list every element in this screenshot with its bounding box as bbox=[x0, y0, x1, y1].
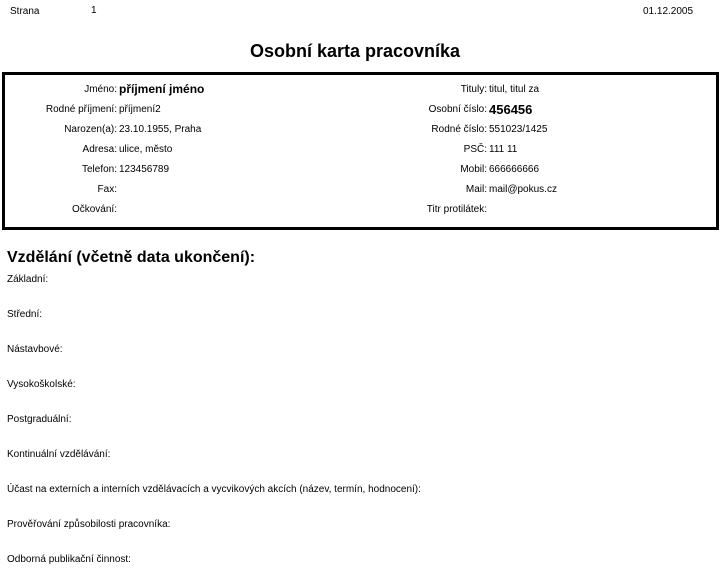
mobile-value: 666666666 bbox=[489, 164, 540, 175]
education-basic: Základní: bbox=[7, 274, 49, 285]
education-training-events: Účast na externích a interních vzdělávacích a vycvikových akcích (název, termín, hodnocení): bbox=[7, 484, 421, 495]
postal-code-value: 111 11 bbox=[489, 144, 518, 155]
born-label: Narozen(a): bbox=[64, 124, 117, 135]
address-value: ulice, město bbox=[119, 144, 173, 155]
personal-number-value: 456456 bbox=[489, 102, 533, 117]
education-continuing: Kontinuální vzdělávání: bbox=[7, 449, 111, 460]
print-date: 01.12.2005 bbox=[643, 6, 694, 17]
mail-value: mail@pokus.cz bbox=[489, 184, 557, 195]
antibody-titer-label: Titr protilátek: bbox=[426, 204, 487, 215]
education-secondary: Střední: bbox=[7, 309, 43, 320]
mobile-label: Mobil: bbox=[460, 164, 487, 175]
fax-label: Fax: bbox=[97, 184, 117, 195]
education-follow-up: Nástavbové: bbox=[7, 344, 63, 355]
page-label: Strana bbox=[10, 6, 40, 17]
personal-number-label: Osobní číslo: bbox=[428, 104, 487, 115]
birth-surname-label: Rodné příjmení: bbox=[45, 104, 117, 115]
name-label: Jméno: bbox=[84, 84, 117, 95]
page-title: Osobní karta pracovníka bbox=[249, 41, 461, 61]
birth-number-label: Rodné číslo: bbox=[431, 124, 487, 135]
titles-value: titul, titul za bbox=[489, 84, 540, 95]
education-postgraduate: Postgraduální: bbox=[7, 414, 72, 425]
phone-label: Telefon: bbox=[81, 164, 117, 175]
birth-number-value: 551023/1425 bbox=[489, 124, 548, 135]
born-value: 23.10.1955, Praha bbox=[119, 124, 202, 135]
mail-label: Mail: bbox=[465, 184, 487, 195]
personal-card bbox=[2, 72, 719, 230]
phone-value: 123456789 bbox=[119, 164, 170, 175]
vaccination-label: Očkování: bbox=[71, 204, 117, 215]
education-competence-check: Prověřování způsobilosti pracovníka: bbox=[7, 519, 171, 530]
name-value: příjmení jméno bbox=[119, 82, 205, 96]
education-publications: Odborná publikační činnost: bbox=[7, 554, 131, 565]
birth-surname-value: příjmení2 bbox=[119, 104, 161, 115]
postal-code-label: PSČ: bbox=[463, 144, 487, 155]
education-title: Vzdělání (včetně data ukončení): bbox=[7, 249, 256, 266]
page-number: 1 bbox=[91, 5, 97, 16]
titles-label: Tituly: bbox=[460, 84, 487, 95]
address-label: Adresa: bbox=[82, 144, 117, 155]
education-university: Vysokoškolské: bbox=[7, 379, 76, 390]
